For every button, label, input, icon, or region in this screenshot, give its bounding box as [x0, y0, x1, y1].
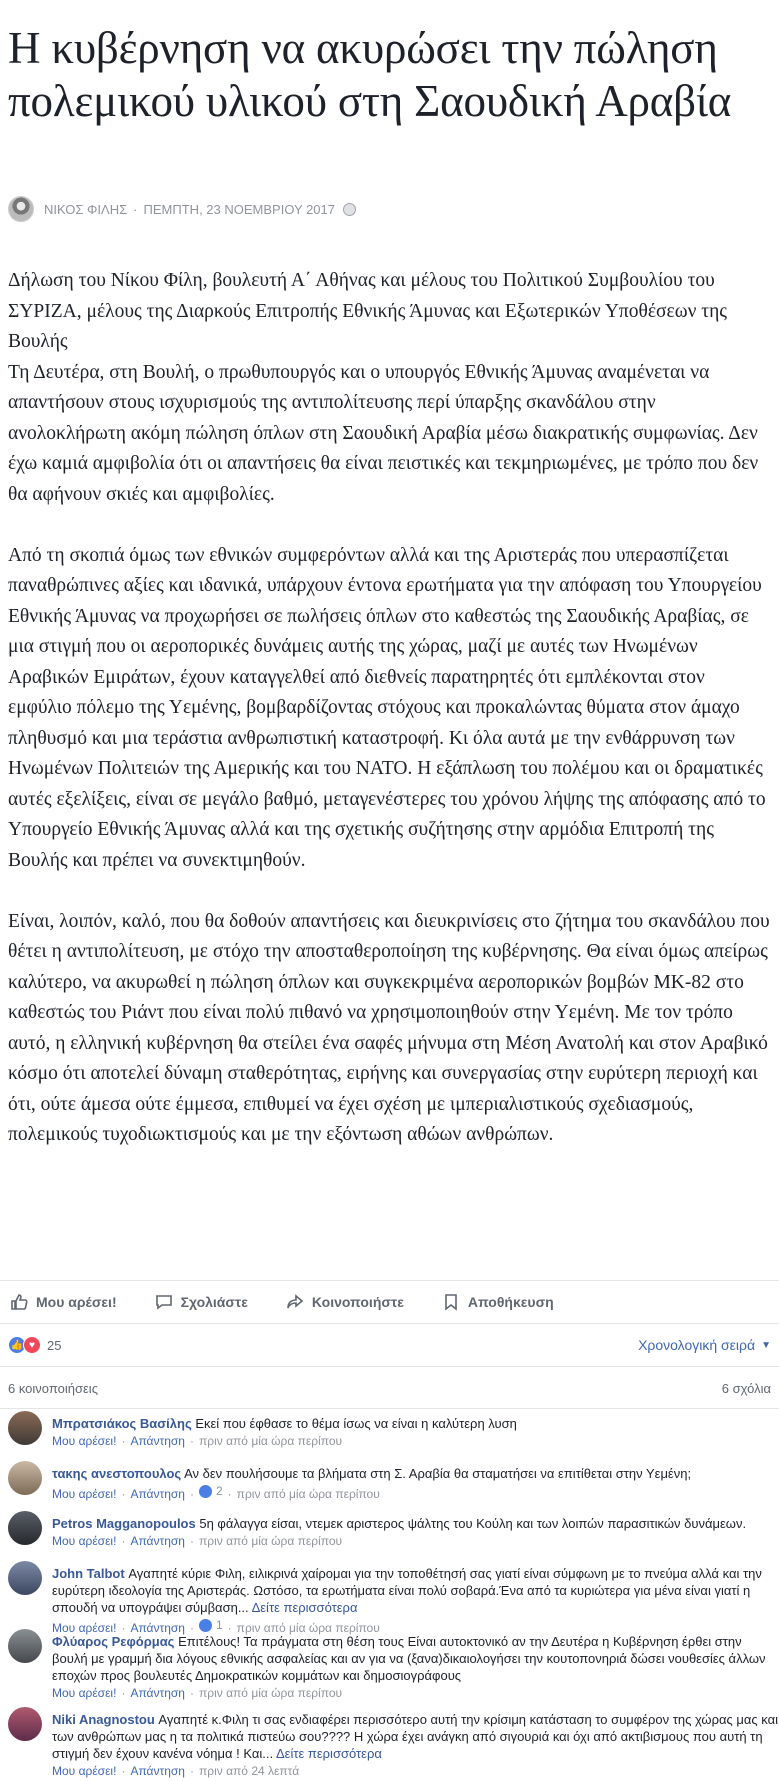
like-reaction-icon: 👍 [8, 1336, 26, 1354]
article-title: Η κυβέρνηση να ακυρώσει την πώληση πολεμικού υλικού στη Σαουδική Αραβία [8, 23, 732, 126]
meta-separator: · [189, 1686, 194, 1700]
meta-separator: · [121, 1764, 126, 1778]
see-more-link[interactable]: Δείτε περισσότερα [275, 1746, 382, 1761]
comment-meta [52, 1685, 778, 1702]
commenter-name[interactable]: Petros Magganopoulos [52, 1516, 196, 1531]
comment-text: Επιτέλους! Τα πράγματα στη θέση τους Είναι αυτοκτονικό αν την Δευτέρα η Κυβέρνηση έρθει στην βουλή με γραμμή δια λόγους εθνικής ασφαλείας και αν για να (ξανα)δικαιολογήσει την κουτοπονηριά δώσει νουθεσίες άλλων εποχών προς βουλευτές Δημοκρατικών κομμάτων και δημοσιογράφους [52, 1634, 766, 1683]
reactions-bar [0, 1330, 779, 1360]
comment-body [52, 1459, 778, 1503]
comment-order-label: Χρονολογική σειρά [638, 1337, 756, 1353]
comment-time[interactable]: πριν από μία ώρα περίπου [198, 1686, 343, 1700]
comment-reply-link[interactable]: Απάντηση [130, 1621, 185, 1635]
comment-label: Σχολιάστε [180, 1294, 248, 1310]
comment-likes-count: 2 [215, 1484, 223, 1498]
love-reaction-icon: ♥ [23, 1336, 41, 1354]
meta-separator: · [189, 1764, 194, 1778]
author-name[interactable]: ΝΙΚΟΣ ΦΙΛΗΣ [44, 201, 128, 217]
comment-text: Αγαπητέ κ.Φιλη τι σας ενδιαφέρει περισσότερο αυτή την κρίσιμη κατάσταση το συμφέρον της χώρας μας και των ανθρώπων μας η τα πολιτικά πιστεύω σου???? Η χώρα έχει ανάγκη από σιγουριά και όχι από ακτιβισμους που αυτή τη στιγμή δεν έχουν κανένα νόημα ! Και... [52, 1712, 778, 1761]
meta-separator: · [121, 1534, 126, 1548]
save-button[interactable] [442, 1293, 554, 1311]
comment-reply-link[interactable]: Απάντηση [130, 1686, 185, 1700]
meta-separator: · [189, 1621, 194, 1635]
comment-like-link[interactable]: Μου αρέσει! [52, 1534, 117, 1548]
comment-reply-link[interactable]: Απάντηση [130, 1434, 185, 1448]
comment-time[interactable]: πριν από μία ώρα περίπου [236, 1487, 380, 1501]
like-button[interactable] [10, 1293, 117, 1311]
comment-like-link[interactable]: Μου αρέσει! [52, 1487, 117, 1501]
comment-like-link[interactable]: Μου αρέσει! [52, 1621, 117, 1635]
meta-separator: · [189, 1534, 194, 1548]
byline-separator: · [133, 201, 138, 217]
comment-content [52, 1409, 778, 1432]
comment-body [52, 1559, 778, 1637]
meta-separator: · [121, 1686, 126, 1700]
publish-date[interactable]: ΠΕΜΠΤΗ, 23 ΝΟΕΜΒΡΙΟΥ 2017 [143, 201, 335, 217]
meta-separator: · [227, 1487, 232, 1501]
comment-body [52, 1509, 778, 1550]
comment-text: Αν δεν πουλήσουμε τα βλήματα στη Σ. Αραβία θα σταματήσει να επιτίθεται στην Υεμένη; [184, 1466, 692, 1481]
comment-content [52, 1705, 778, 1762]
share-button[interactable] [286, 1293, 404, 1311]
comment-time[interactable]: πριν από μία ώρα περίπου [236, 1621, 380, 1635]
share-label: Κοινοποιήστε [311, 1294, 404, 1310]
commenter-name[interactable]: Niki Anagnostou [52, 1712, 155, 1727]
like-badge-icon [199, 1485, 212, 1498]
save-label: Αποθήκευση [467, 1294, 554, 1310]
comment-content [52, 1509, 778, 1532]
like-label: Μου αρέσει! [36, 1294, 117, 1310]
byline [8, 196, 356, 222]
globe-icon [343, 203, 356, 216]
intro-statement: Δήλωση του Νίκου Φίλη, βουλευτή Α΄ Αθήνας και μέλους του Πολιτικού Συμβουλίου του ΣΥΡΙΖΑ, μέλους της Διαρκούς Επιτροπής Εθνικής Άμυνας και Εξωτερικών Υποθέσεων της Βουλής [8, 270, 728, 352]
comment-text: Εκεί που έφθασε το θέμα ίσως να είναι η καλύτερη λυση [195, 1416, 517, 1431]
commenter-avatar[interactable] [8, 1411, 42, 1445]
commenter-avatar[interactable] [8, 1511, 42, 1545]
commenter-name[interactable]: Μπρατσιάκος Βασίλης [52, 1416, 192, 1431]
comment-text: Αγαπητέ κύριε Φιλη, ειλικρινά χαίρομαι για την τοποθέτησή σας γιατί είναι σύμφωνη με το πνεύμα αλλά και την ευρύτερη ιδεολογία της Αριστεράς. Ωστόσο, τα ερωτήματα είναι πολύ σοβαρά.Ένα από τα κυριώτερα για μένα είναι γιατί η σπουδή να υπογράψει σύμβαση... [52, 1566, 762, 1615]
meta-separator: · [121, 1487, 126, 1501]
meta-separator: · [121, 1621, 126, 1635]
bookmark-icon [442, 1293, 460, 1311]
comment-time[interactable]: πριν από μία ώρα περίπου [198, 1434, 343, 1448]
see-more-link[interactable]: Δείτε περισσότερα [251, 1600, 358, 1615]
comment-body [52, 1409, 778, 1450]
comments-list [0, 1408, 779, 1778]
share-icon [286, 1293, 304, 1311]
comment-likes[interactable] [199, 1483, 223, 1500]
meta-separator: · [121, 1434, 126, 1448]
comment-meta [52, 1763, 778, 1780]
comment-body [52, 1627, 778, 1702]
paragraph-1 [8, 266, 770, 510]
comment-content [52, 1559, 778, 1616]
article-body [8, 266, 770, 1181]
thumbs-up-icon [10, 1293, 28, 1311]
commenter-name[interactable]: τακης ανεστοπουλος [52, 1466, 182, 1481]
comment-time[interactable]: πριν από μία ώρα περίπου [198, 1534, 343, 1548]
commenter-name[interactable]: John Talbot [52, 1566, 125, 1581]
paragraph-3: Είναι, λοιπόν, καλό, που θα δοθούν απαντήσεις και διευκρινίσεις στο ζήτημα του σκανδάλου που θέτει η αντιπολίτευση, με στόχο την αποσταθεροποίηση της κυβέρνησης. Θα είναι όμως απείρως καλύτερο, να ακυρωθεί η πώληση όπλων και συγκεκριμένα αεροπορικών βομβών ΜΚ-82 στο καθεστώς του Ριάντ που είναι πολύ πιθανό να χρησιμοποιηθούν στην Υεμένη. Με τον τρόπο αυτό, η ελληνική κυβέρνηση θα στείλει ένα σαφές μήνυμα στη Μέση Ανατολή και στον Αραβικό κόσμο ότι αποτελεί δύναμη σταθερότητας, ειρήνης και συνεργασίας στην ευρύτερη περιοχή και ότι, ούτε άμεσα ούτε έμμεσα, επιθυμεί να έχει σχέση με ιμπεριαλιστικούς σχεδιασμούς, πολεμικούς τυχοδιωκτισμούς και με την εξόντωση αθώων ανθρώπων. [8, 910, 770, 1145]
paragraph-2: Από τη σκοπιά όμως των εθνικών συμφερόντων αλλά και της Αριστεράς που υπερασπίζεται παναθρώπινες αξίες και ιδανικά, υπάρχουν έντονα ερωτήματα για την απόφαση του Υπουργείου Εθνικής Άμυνας να προχωρήσει σε πωλήσεις όπλων στο καθεστώς της Σαουδικής Αραβίας, σε μια στιγμή που οι αεροπορικές δυνάμεις αυτής της χώρας, μαζί με αυτές των Ηνωμένων Αραβικών Εμιράτων, έχουν καταγγελθεί από διεθνείς παρατηρητές ότι εμπλέκονται στον εμφύλιο πόλεμο της Υεμένης, βομβαρδίζοντας στόχους και προκαλώντας θύματα στον άμαχο πληθυσμό και μια τεράστια ανθρωπιστική καταστροφή. Κι όλα αυτά με την ενθάρρυνση των Ηνωμένων Πολιτειών της Αμερικής και του ΝΑΤΟ. Η εξάπλωση του πολέμου και οι δραματικές αυτές εξελίξεις, είναι σε μεγάλο βαθμό, μεταγενέστερες του χρόνου λήψης της απόφασης από το Υπουργείο Εθνικής Άμυνας αλλά και της σχετικής συζήτησης στην αρμόδια Επιτροπή της Βουλής και πρέπει να συνεκτιμηθούν. [8, 544, 766, 871]
author-avatar[interactable] [8, 196, 34, 222]
commenter-name[interactable]: Φλύαρος Ρεφόρμας [52, 1634, 175, 1649]
comment-time[interactable]: πριν από 24 λεπτά [198, 1764, 300, 1778]
comment-button[interactable] [155, 1293, 248, 1311]
comments-count[interactable]: 6 σχόλια [721, 1380, 771, 1396]
stats-bar [0, 1366, 779, 1409]
commenter-avatar[interactable] [8, 1707, 42, 1741]
comment-like-link[interactable]: Μου αρέσει! [52, 1764, 117, 1778]
comment-icon [155, 1293, 173, 1311]
comment-likes-count: 1 [215, 1618, 223, 1632]
meta-separator: · [189, 1487, 194, 1501]
comment-meta [52, 1433, 778, 1450]
comment-meta [52, 1483, 778, 1503]
comment-like-link[interactable]: Μου αρέσει! [52, 1434, 117, 1448]
comment-content [52, 1459, 778, 1482]
comment-reply-link[interactable]: Απάντηση [130, 1764, 185, 1778]
caret-down-icon: ▼ [761, 1339, 771, 1351]
comment-text: 5η φάλαγγα είσαι, ντεμεκ αριστερος ψάλτης του Κούλη και των λοιπών παρασιτικών δυνάμεων. [199, 1516, 747, 1531]
comment-body [52, 1705, 778, 1780]
comment-reply-link[interactable]: Απάντηση [130, 1487, 185, 1501]
comment-order-dropdown[interactable] [638, 1337, 771, 1353]
comment-like-link[interactable]: Μου αρέσει! [52, 1686, 117, 1700]
meta-separator: · [189, 1434, 194, 1448]
shares-count[interactable]: 6 κοινοποιήσεις [8, 1380, 98, 1396]
reaction-icons[interactable] [8, 1336, 41, 1354]
intro-text: Τη Δευτέρα, στη Βουλή, ο πρωθυπουργός και ο υπουργός Εθνικής Άμυνας αναμένεται να απαντήσουν στους ισχυρισμούς της αντιπολίτευσης περί ύπαρξης σκανδάλου στην ανολοκλήρωτη ακόμη πώληση όπλων στη Σαουδική Αραβία μέσω διακρατικής συμφωνίας. Δεν έχω καμιά αμφιβολία ότι οι απαντήσεις θα είναι πειστικές και τεκμηριωμένες, με τρόπο που δεν θα αφήνουν σκιές και αμφιβολίες. [8, 361, 759, 505]
reaction-count[interactable]: 25 [47, 1337, 62, 1353]
comment-meta [52, 1533, 778, 1550]
commenter-avatar[interactable] [8, 1629, 42, 1663]
action-bar [0, 1280, 779, 1324]
commenter-avatar[interactable] [8, 1461, 42, 1495]
meta-separator: · [227, 1621, 232, 1635]
comment-reply-link[interactable]: Απάντηση [130, 1534, 185, 1548]
commenter-avatar[interactable] [8, 1561, 42, 1595]
comment-content [52, 1627, 778, 1684]
